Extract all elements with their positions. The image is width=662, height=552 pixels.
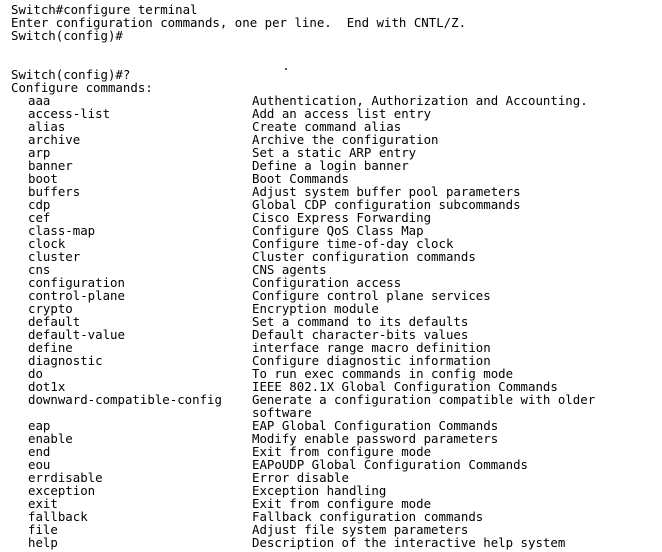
command-description: Exit from configure mode	[252, 444, 432, 459]
command-description: Global CDP configuration subcommands	[252, 197, 521, 212]
command-description: Set a command to its defaults	[252, 314, 469, 329]
command-description: Encryption module	[252, 301, 379, 316]
command-name: enable	[28, 431, 73, 446]
command-description: Cluster configuration commands	[252, 249, 476, 264]
command-name: errdisable	[28, 470, 103, 485]
command-description: Adjust system buffer pool parameters	[252, 184, 521, 199]
command-name: arp	[28, 145, 51, 160]
command-name: file	[28, 522, 58, 537]
config-banner-line: Enter configuration commands, one per line. End with CNTL/Z.	[11, 15, 467, 30]
command-description-continued: software	[252, 405, 312, 420]
command-name: end	[28, 444, 51, 459]
command-description: Generate a configuration compatible with older	[252, 392, 596, 407]
command-name: diagnostic	[28, 353, 103, 368]
command-description: Adjust file system parameters	[252, 522, 469, 537]
command-name: alias	[28, 119, 66, 134]
command-description: Exception handling	[252, 483, 387, 498]
command-description: Fallback configuration commands	[252, 509, 484, 524]
exec-prompt-line: Switch#configure terminal	[11, 2, 198, 17]
stray-dot	[285, 68, 287, 70]
command-name: cdp	[28, 197, 51, 212]
command-name: access-list	[28, 106, 111, 121]
command-description: To run exec commands in config mode	[252, 366, 514, 381]
command-name: cns	[28, 262, 51, 277]
commands-header: Configure commands:	[11, 80, 153, 95]
command-description: interface range macro definition	[252, 340, 491, 355]
command-description: CNS agents	[252, 262, 327, 277]
command-row	[0, 250, 662, 263]
command-name: cluster	[28, 249, 81, 264]
command-name: exception	[28, 483, 96, 498]
command-description: Define a login banner	[252, 158, 409, 173]
command-description: Authentication, Authorization and Accounting.	[252, 93, 588, 108]
command-name: default	[28, 314, 81, 329]
command-description: Error disable	[252, 470, 349, 485]
command-description: Modify enable password parameters	[252, 431, 499, 446]
command-name: do	[28, 366, 43, 381]
command-description: Configure QoS Class Map	[252, 223, 424, 238]
command-name: define	[28, 340, 73, 355]
command-description: EAP Global Configuration Commands	[252, 418, 499, 433]
command-description: Archive the configuration	[252, 132, 439, 147]
command-description: Description of the interactive help system	[252, 535, 566, 550]
command-description: Configuration access	[252, 275, 402, 290]
command-name: cef	[28, 210, 51, 225]
help-prompt-line: Switch(config)#?	[11, 67, 131, 82]
command-description: Add an access list entry	[252, 106, 432, 121]
command-name: control-plane	[28, 288, 125, 303]
command-name: default-value	[28, 327, 125, 342]
command-description: EAPoUDP Global Configuration Commands	[252, 457, 529, 472]
command-description: Configure time-of-day clock	[252, 236, 454, 251]
command-description: Boot Commands	[252, 171, 349, 186]
command-name: eou	[28, 457, 51, 472]
command-name: boot	[28, 171, 58, 186]
command-description: Cisco Express Forwarding	[252, 210, 432, 225]
command-name: exit	[28, 496, 58, 511]
command-name: eap	[28, 418, 51, 433]
command-name: dot1x	[28, 379, 66, 394]
command-description: Default character-bits values	[252, 327, 469, 342]
command-name: configuration	[28, 275, 125, 290]
command-name: clock	[28, 236, 66, 251]
command-name: fallback	[28, 509, 88, 524]
command-description: Exit from configure mode	[252, 496, 432, 511]
command-description: IEEE 802.1X Global Configuration Commands	[252, 379, 558, 394]
command-row	[0, 536, 662, 549]
command-row	[0, 393, 662, 406]
config-prompt-line: Switch(config)#	[11, 28, 123, 43]
command-name: crypto	[28, 301, 73, 316]
command-description: Configure control plane services	[252, 288, 491, 303]
command-name: archive	[28, 132, 81, 147]
command-name: buffers	[28, 184, 81, 199]
command-description: Set a static ARP entry	[252, 145, 417, 160]
command-description: Create command alias	[252, 119, 402, 134]
command-description: Configure diagnostic information	[252, 353, 491, 368]
command-name: class-map	[28, 223, 96, 238]
command-name: aaa	[28, 93, 51, 108]
command-name: banner	[28, 158, 73, 173]
command-name: downward-compatible-config	[28, 392, 222, 407]
command-name: help	[28, 535, 58, 550]
